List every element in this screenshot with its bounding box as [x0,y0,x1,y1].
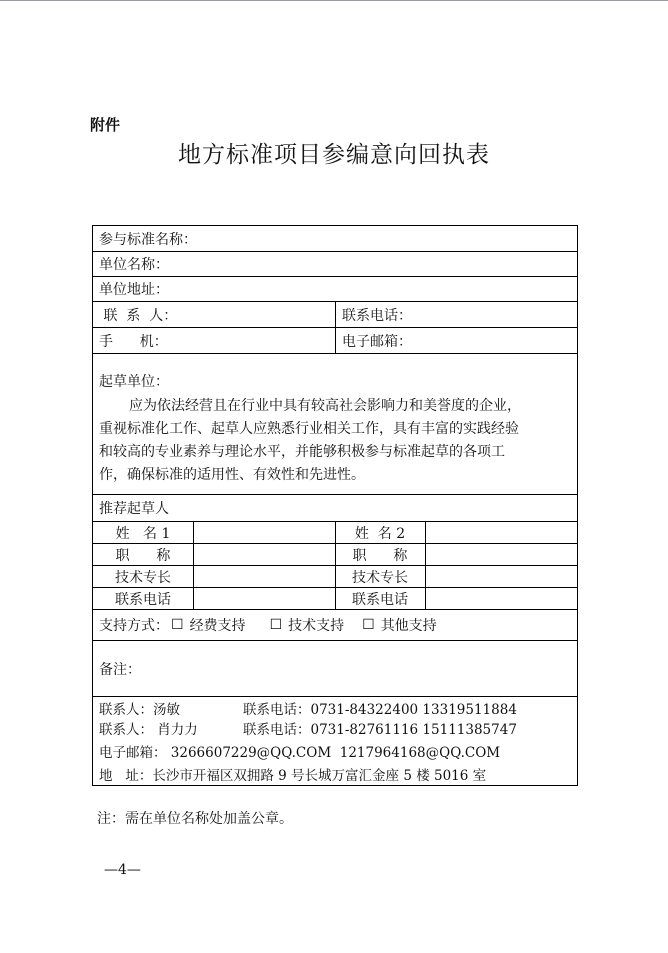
row-drafting-unit [93,354,577,495]
description-line-2: 重视标准化工作、起草人应熟悉行业相关工作，具有丰富的实践经验 [99,421,519,437]
drafter-phone-row [93,588,577,610]
row-recommended-drafters [93,495,577,610]
drafter-specialty-row [93,566,577,588]
email-label: 电子邮箱： [342,333,412,350]
drafter2-phone-label: 联系电话 [352,592,408,608]
technical-support-checkbox[interactable]: ☐ [269,617,283,633]
contact-2-phone: 联系电话：0731-82761116 15111385747 [243,722,517,738]
row-contact [93,302,577,328]
contact-2-name: 联系人： 肖力力 [99,722,198,738]
contact-1-phone: 联系电话：0731-84322400 13319511884 [243,702,517,718]
page-title: 地方标准项目参编意向回执表 [178,142,490,168]
support-method [99,610,437,640]
divider [425,522,426,543]
support-method-label: 支持方式： [99,618,169,634]
stamp-note: 注：需在单位名称处加盖公章。 [97,811,293,827]
drafter2-name-label: 姓 名 2 [354,525,406,542]
contact-label: 联 系 人： [99,307,178,324]
contact-1-name: 联系人：汤敏 [99,702,180,718]
divider [425,588,426,610]
description-line-4: 作，确保标准的适用性、有效性和先进性。 [99,467,365,483]
drafter2-title-label: 职 称 [352,547,408,564]
page-number: —4— [104,862,141,878]
row-contact-info [93,697,577,785]
drafting-unit-heading: 起草单位： [99,374,169,390]
divider [425,566,426,587]
standard-name-label: 参与标准名称： [99,231,197,248]
contact-phone-label: 联系电话： [342,307,412,324]
drafter1-specialty-label: 技术专长 [115,569,171,586]
funding-support-label: 经费支持 [189,618,246,634]
drafter-name-row [93,522,577,544]
row-support-method [93,610,577,641]
contact-address: 地 址：长沙市开福区双拥路 9 号长城万富汇金座 5 楼 5016 室 [99,768,487,784]
mobile-label: 手 机： [99,333,168,350]
divider [193,544,194,565]
recommend-heading-row [93,495,577,522]
unit-address-label: 单位地址： [99,282,169,298]
funding-support-checkbox[interactable]: ☐ [171,617,184,633]
row-standard-name [93,226,577,252]
other-support-checkbox[interactable]: ☐ [362,617,375,633]
drafting-unit-description [99,395,571,487]
row-remarks [93,641,577,697]
divider [193,522,194,543]
top-rule [0,0,668,1]
divider [425,544,426,565]
row-unit-address [93,277,577,302]
divider [193,566,194,587]
row-unit-name [93,252,577,277]
drafter1-phone-label: 联系电话 [115,592,171,608]
drafter-title-row [93,544,577,566]
description-line-3: 和较高的专业素养与理论水平，并能够积极参与标准起草的各项工 [99,444,505,460]
unit-name-label: 单位名称： [99,257,169,273]
description-line-1: 应为依法经营且在行业中具有较高社会影响力和美誉度的企业， [129,398,521,414]
remarks-label: 备注： [99,661,141,678]
drafter1-title-label: 职 称 [115,547,171,564]
drafter2-specialty-label: 技术专长 [352,569,408,586]
contact-email: 电子邮箱： 3266607229@QQ.COM 1217964168@QQ.COM [99,745,501,761]
recommend-heading: 推荐起草人 [99,501,169,517]
attachment-label: 附件 [90,116,121,134]
reply-form-table [92,225,578,786]
divider [193,588,194,610]
row-mobile [93,328,577,354]
other-support-label: 其他支持 [380,618,437,634]
technical-support-label: 技术支持 [288,618,345,634]
drafter1-name-label: 姓 名 1 [115,525,171,542]
